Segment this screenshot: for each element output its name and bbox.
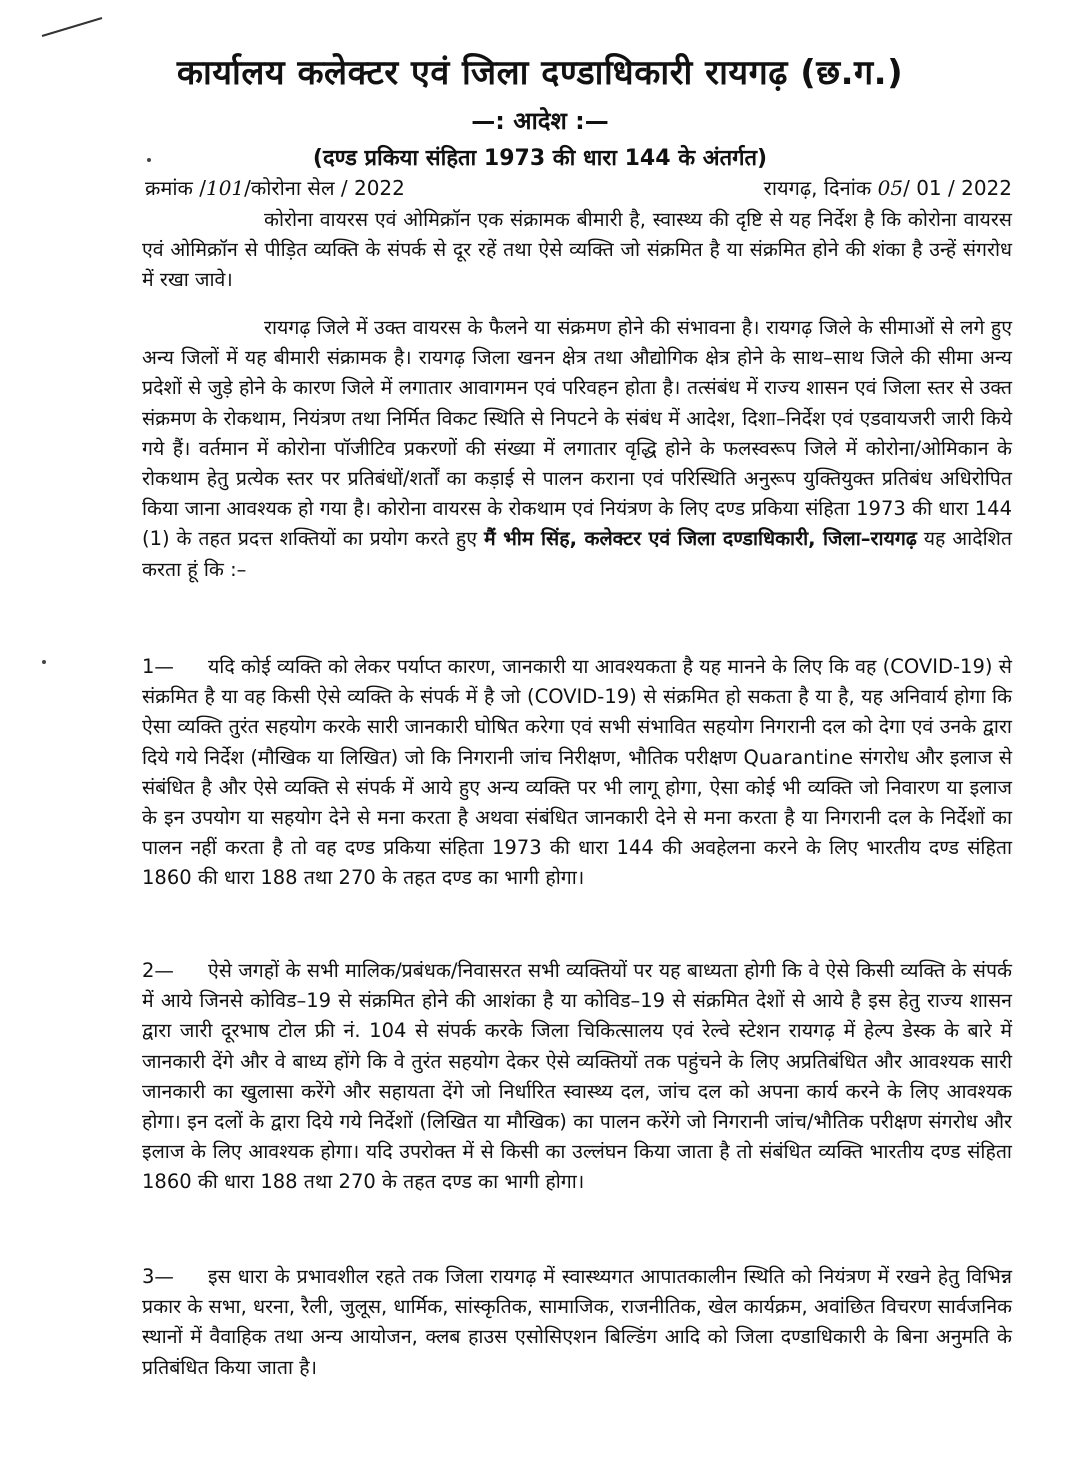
item-number: 3— [142,1265,174,1288]
date-rest: / 01 / 2022 [903,176,1012,200]
paragraph-intro: कोरोना वायरस एवं ओमिक्रॉन एक संक्रामक बीमारी है, स्वास्थ्य की दृष्टि से यह निर्देश है कि कोरोना वायरस एवं ओमिक्रॉन से पीड़ित व्यक्ति के संपर्क से दूर रहें तथा ऐसे व्यक्ति जो संक्रमित है या संक्रमित होने की शंका है उन्हें संगरोध में रखा जावे। [142,208,1012,292]
item-text: ऐसे जगहों के सभी मालिक/प्रबंधक/निवासरत सभी व्यक्तियों पर यह बाध्यता होगी कि वे ऐसे किसी व्यक्ति के संपर्क में आये जिनसे कोविड–19 से संक्रमित होने की आशंका है या कोविड–19 से संक्रमित देशों से आये है इस हेतु राज्य शासन द्वारा जारी दूरभाष टोल फ्री नं. 104 से संपर्क करके जिला चिकित्सालय एवं रेल्वे स्टेशन रायगढ़ में हेल्प डेस्क के बारे में जानकारी देंगे और वे बाध्य होंगे कि वे तुरंत सहयोग देकर ऐसे व्यक्तियों तक पहुंचने के लिए अप्रतिबंधित और आवश्यक सारी जानकारी का खुलासा करेंगे और सहायता देंगे जो निर्धारित स्वास्थ्य दल, जांच दल को अपना कार्य करने के लिए आवश्यक होगा। इन दलों के द्वारा दिये गये निर्देशों (लिखित या मौखिक) का पालन करेंगे जो निगरानी जांच/भौतिक परीक्षण संगरोध और इलाज के लिए आवश्यक होगा। यदि उपरोक्त में से किसी का उल्लंघन किया जाता है तो संबंधित व्यक्ति भारतीय दण्ड संहिता 1860 की धारा 188 तथा 270 के तहत दण्ड का भागी होगा। [142,959,1012,1194]
item-number: 1— [142,655,174,678]
paragraph-context [142,313,1012,585]
ref-suffix: /कोरोना सेल / 2022 [244,176,405,200]
order-item-1 [142,652,1012,894]
context-text: रायगढ़ जिले में उक्त वायरस के फैलने या संक्रमण होने की संभावना है। रायगढ़ जिले के सीमाओं से लगे हुए अन्य जिलों में यह बीमारी संक्रामक है। रायगढ़ जिला खनन क्षेत्र तथा औद्योगिक क्षेत्र होने के साथ–साथ जिले की सीमा अन्य प्रदेशों से जुड़े होने के कारण जिले में लगातार आवागमन एवं परिवहन होता है। तत्संबंध में राज्य शासन एवं जिला स्तर से उक्त संक्रमण के रोकथाम, नियंत्रण तथा निर्मित विकट स्थिति से निपटने के संबंध में आदेश, दिशा–निर्देश एवं एडवायजरी जारी किये गये हैं। वर्तमान में कोरोना पॉजीटिव प्रकरणों की संख्या में लगातार वृद्धि होने के फलस्वरूप जिले में कोरोना/ओमिकान के रोकथाम हेतु प्रत्येक स्तर पर प्रतिबंधों/शर्तों का कड़ाई से पालन कराना एवं परिस्थिति अनुरूप युक्तियुक्त प्रतिबंध अधिरोपित किया जाना आवश्यक हो गया है। कोरोना वायरस के रोकथाम एवं नियंत्रण के लिए दण्ड प्रकिया संहिता 1973 की धारा 144 (1) के तहत प्रदत्त शक्तियों का प्रयोग करते हुए [142,316,1012,551]
reference-row [145,174,1012,201]
collector-name: मैं भीम सिंह, कलेक्टर एवं जिला दण्डाधिकारी, जिला–रायगढ़ [483,527,917,551]
order-item-2 [142,956,1012,1198]
place-date-label: रायगढ़, दिनांक [763,176,872,200]
office-title: कार्यालय कलेक्टर एवं जिला दण्डाधिकारी रायगढ़ (छ.ग.) [176,53,904,93]
item-text: इस धारा के प्रभावशील रहते तक जिला रायगढ़ में स्वास्थ्यगत आपातकालीन स्थिति को नियंत्रण में रखने हेतु विभिन्न प्रकार के सभा, धरना, रैली, जुलूस, धार्मिक, सांस्कृतिक, सामाजिक, राजनीतिक, खेल कार्यक्रम, अवांछित विचरण सार्वजनिक स्थानों में वैवाहिक तथा अन्य आयोजन, क्लब हाउस एसोसिएशन बिल्डिंग आदि को जिला दण्डाधिकारी के बिना अनुमति के प्रतिबंधित किया जाता है। [142,1265,1012,1379]
order-heading: —: आदेश :— [471,107,609,135]
order-item-3 [142,1262,1012,1383]
speck [42,660,46,664]
item-number: 2— [142,959,174,982]
pen-mark [38,12,108,42]
ref-prefix: क्रमांक / [145,176,206,200]
ref-number-handwritten: 101 [205,176,245,200]
context-end: यह आदेशित करता हूं कि :– [142,527,1012,581]
reference-number [145,174,405,201]
place-date [764,174,1012,201]
item-text: यदि कोई व्यक्ति को लेकर पर्याप्त कारण, जानकारी या आवश्यकता है यह मानने के लिए कि वह (COVID-19) से संक्रमित है या वह किसी ऐसे व्यक्ति के संपर्क में है जो (COVID-19) से संक्रमित हो सकता है या है, यह अनिवार्य होगा कि ऐसा व्यक्ति तुरंत सहयोग करके सारी जानकारी घोषित करेगा एवं सभी संभावित सहयोग निगरानी दल को देगा एवं उनके द्वारा दिये गये निर्देश (मौखिक या लिखित) जो कि निगरानी जांच निरीक्षण, भौतिक परीक्षण Quarantine संगरोध और इलाज से संबंधित है और ऐसे व्यक्ति से संपर्क में आये हुए अन्य व्यक्ति पर भी लागू होगा, ऐसा कोई भी व्यक्ति जो निवारण या इलाज के इन उपयोग या सहयोग देने से मना करता है अथवा संबंधित जानकारी देने से मना करता है या निगरानी दल के निर्देशों का पालन नहीं करता है तो वह दण्ड प्रकिया संहिता 1973 की धारा 144 की अवहेलना करने के लिए भारतीय दण्ड संहिता 1860 की धारा 188 तथा 270 के तहत दण्ड का भागी होगा। [142,655,1012,890]
section-reference: (दण्ड प्रकिया संहिता 1973 की धारा 144 के अंतर्गत) [312,146,768,171]
date-handwritten: 05 [877,176,904,200]
